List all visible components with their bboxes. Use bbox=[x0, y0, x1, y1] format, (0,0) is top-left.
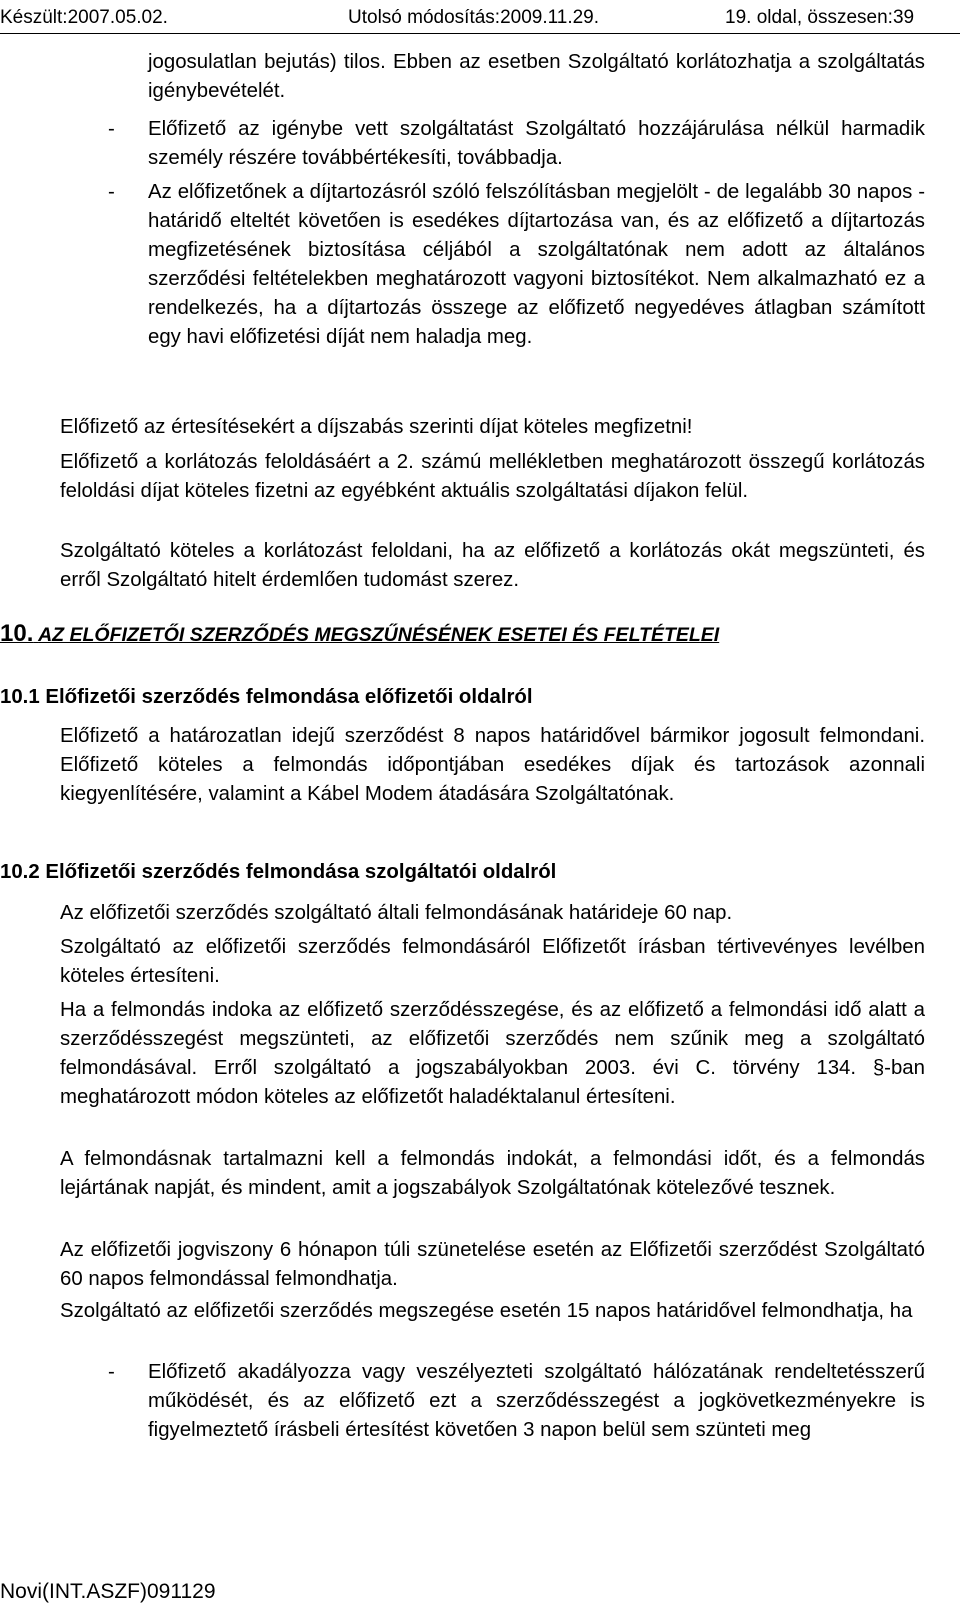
paragraph-suspension: Az előfizetői jogviszony 6 hónapon túli szünetelése esetén az Előfizetői szerződést Szolgáltató 60 napos felmondással felmondhatja. bbox=[60, 1239, 925, 1290]
modified-date: Utolsó módosítás:2009.11.29. bbox=[348, 7, 600, 28]
section-heading-10-2: 10.2 Előfizetői szerződés felmondása szolgáltatói oldalról bbox=[0, 861, 557, 883]
list-item-debt: - Az előfizetőnek a díjtartozásról szóló felszólításban megjelölt - de legalább 30 napos - határidő elteltét követően is esedékes díjtartozása van, és az előfizető a díjtartozás megfizetésének biztosítása céljából a szolgáltatónak nem adott az általános szerződési feltételekben meghatározott vagyoni biztosítékot. Nem alkalmazható ez a rendelkezés, ha a díjtartozás összege az előfizető negyedéves átlagban számított egy havi előfizetési díját nem haladja meg. bbox=[108, 181, 925, 348]
section-heading-10-1: 10.1 Előfizetői szerződés felmondása előfizetői oldalról bbox=[0, 686, 533, 708]
chapter-title: AZ ELŐFIZETŐI SZERZŐDÉS MEGSZŰNÉSÉNEK ESETEI ÉS FELTÉTELEI bbox=[38, 624, 720, 646]
list-item-resale: - Előfizető az igénybe vett szolgáltatást Szolgáltató hozzájárulása nélkül harmadik személy részére továbbértékesíti, továbbadja. bbox=[108, 118, 925, 169]
paragraph-15-days: Szolgáltató az előfizetői szerződés megszegése esetén 15 napos határidővel felmondhatja, ha bbox=[60, 1300, 913, 1322]
page-counter: 19. oldal, összesen:39 bbox=[725, 7, 915, 28]
paragraph-content: A felmondásnak tartalmazni kell a felmondás indokát, a felmondási időt, és a felmondás lejártának napját, és mindent, amit a jogszabályok Szolgáltatónak kötelezővé tesznek. bbox=[60, 1148, 925, 1199]
list-item-network: - Előfizető akadályozza vagy veszélyezteti szolgáltató hálózatának rendeltetésszerű működését, és az előfizető ezt a szerződésszegést a jogkövetkezményekre is figyelmeztető írásbeli értesítést követően 3 napon belül sem szünteti meg bbox=[108, 1361, 925, 1441]
chapter-number: 10. bbox=[0, 620, 34, 647]
paragraph-subscriber-termination: Előfizető a határozatlan idejű szerződést 8 napos határidővel bármikor jogosult felmondani. Előfizető köteles a felmondás időpontjában esedékes díjak és tartozások azonnali kiegyenlítésére, valamint a Kábel Modem átadására Szolgáltatónak. bbox=[60, 725, 925, 805]
paragraph-release-duty: Szolgáltató köteles a korlátozást feloldani, ha az előfizető a korlátozás okát megszünteti, és erről Szolgáltató hitelt érdemlően tudomást szerez. bbox=[60, 540, 925, 591]
paragraph-written-notice: Szolgáltató az előfizetői szerződés felmondásáról Előfizetőt írásban tértivevényes levélben köteles értesíteni. bbox=[60, 936, 925, 987]
header-rule bbox=[0, 33, 960, 34]
created-date: Készült:2007.05.02. bbox=[0, 7, 168, 28]
paragraph-breach: Ha a felmondás indoka az előfizető szerződésszegése, és az előfizető a felmondási idő alatt a szerződésszegést megszünteti, az előfizetői szerződés nem szűnik meg a szolgáltató felmondásával. Erről szolgáltató a jogszabályokban 2003. évi C. törvény 134. §-ban meghatározott módon köteles az előfizetőt haladéktalanul értesíteni. bbox=[60, 999, 925, 1108]
paragraph-release-fee: Előfizető a korlátozás feloldásáért a 2. számú mellékletben meghatározott összegű korlátozás feloldási díjat köteles fizetni az egyébként aktuális szolgáltatási díjakon felül. bbox=[60, 451, 925, 502]
paragraph-notification-fee: Előfizető az értesítésekért a díjszabás szerinti díjat köteles megfizetni! bbox=[60, 416, 693, 438]
list-item-continued: jogosulatlan bejutás) tilos. Ebben az esetben Szolgáltató korlátozhatja a szolgáltatás igénybevételét. bbox=[148, 51, 925, 102]
page-footer: Novi(INT.ASZF)091129 bbox=[0, 1580, 216, 1603]
paragraph-notice-period: Az előfizetői szerződés szolgáltató általi felmondásának határideje 60 nap. bbox=[60, 902, 733, 924]
chapter-heading bbox=[0, 620, 719, 648]
